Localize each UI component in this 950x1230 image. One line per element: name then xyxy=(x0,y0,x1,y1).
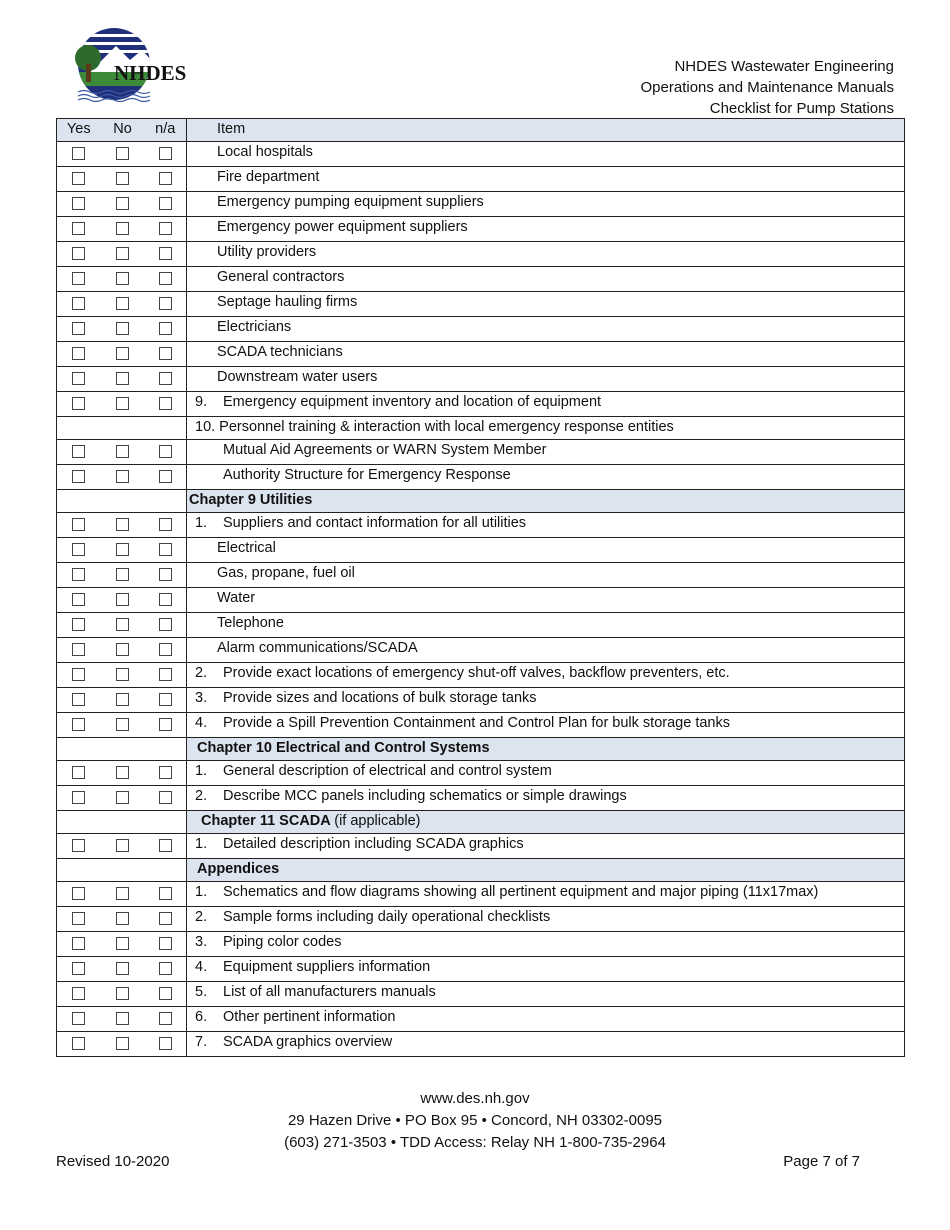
no-checkbox[interactable] xyxy=(116,618,129,631)
item-number: 3. xyxy=(195,690,208,706)
col-header-na: n/a xyxy=(145,119,187,142)
item-text: Provide sizes and locations of bulk storage tanks xyxy=(223,690,537,706)
no-checkbox[interactable] xyxy=(116,543,129,556)
item-cell xyxy=(187,513,905,538)
no-checkbox[interactable] xyxy=(116,222,129,235)
footer-phone: (603) 271-3503 • TDD Access: Relay NH 1-800-735-2964 xyxy=(284,1134,666,1151)
yes-checkbox[interactable] xyxy=(72,718,85,731)
no-checkbox[interactable] xyxy=(116,643,129,656)
no-checkbox[interactable] xyxy=(116,887,129,900)
item-number: 5. xyxy=(195,984,208,1000)
yes-checkbox[interactable] xyxy=(72,987,85,1000)
table-row xyxy=(57,317,905,342)
table-row xyxy=(57,440,905,465)
section-row xyxy=(57,738,905,761)
yes-checkbox[interactable] xyxy=(72,887,85,900)
item-number: 4. xyxy=(195,715,208,731)
item-text: Telephone xyxy=(187,613,905,638)
no-checkbox[interactable] xyxy=(116,912,129,925)
na-checkbox[interactable] xyxy=(159,372,172,385)
no-checkbox[interactable] xyxy=(116,445,129,458)
item-text: Electrical xyxy=(187,538,905,563)
na-checkbox[interactable] xyxy=(159,445,172,458)
na-checkbox[interactable] xyxy=(159,668,172,681)
item-text: Describe MCC panels including schematics or simple drawings xyxy=(223,788,627,804)
item-text: General contractors xyxy=(187,267,905,292)
na-checkbox[interactable] xyxy=(159,568,172,581)
table-row xyxy=(57,563,905,588)
na-checkbox[interactable] xyxy=(159,593,172,606)
yes-checkbox[interactable] xyxy=(72,222,85,235)
no-checkbox[interactable] xyxy=(116,1012,129,1025)
table-row xyxy=(57,465,905,490)
yes-checkbox[interactable] xyxy=(72,593,85,606)
yes-checkbox[interactable] xyxy=(72,445,85,458)
logo-text: NHDES xyxy=(114,61,187,85)
section-heading-chapter-11 xyxy=(187,811,905,834)
table-row xyxy=(57,217,905,242)
item-cell xyxy=(187,907,905,932)
table-row xyxy=(57,342,905,367)
section-row xyxy=(57,859,905,882)
yes-checkbox[interactable] xyxy=(72,470,85,483)
item-text: Utility providers xyxy=(187,242,905,267)
table-row xyxy=(57,588,905,613)
na-checkbox[interactable] xyxy=(159,791,172,804)
item-cell xyxy=(187,834,905,859)
col-header-item: Item xyxy=(187,119,905,142)
item-cell xyxy=(187,1032,905,1057)
no-checkbox[interactable] xyxy=(116,147,129,160)
item-cell xyxy=(187,982,905,1007)
no-checkbox[interactable] xyxy=(116,470,129,483)
table-row xyxy=(57,907,905,932)
item-cell xyxy=(187,786,905,811)
item-text: Suppliers and contact information for all utilities xyxy=(223,515,527,531)
item-text: 10. Personnel training & interaction with local emergency response entities xyxy=(187,417,905,440)
item-text: Piping color codes xyxy=(223,934,342,950)
item-text: Fire department xyxy=(187,167,905,192)
no-checkbox[interactable] xyxy=(116,839,129,852)
na-checkbox[interactable] xyxy=(159,1012,172,1025)
na-checkbox[interactable] xyxy=(159,247,172,260)
yes-checkbox[interactable] xyxy=(72,172,85,185)
table-row xyxy=(57,167,905,192)
yes-checkbox[interactable] xyxy=(72,272,85,285)
na-checkbox[interactable] xyxy=(159,147,172,160)
table-row xyxy=(57,932,905,957)
item-text: Equipment suppliers information xyxy=(223,959,431,975)
na-checkbox[interactable] xyxy=(159,987,172,1000)
item-cell xyxy=(187,663,905,688)
na-checkbox[interactable] xyxy=(159,693,172,706)
no-checkbox[interactable] xyxy=(116,987,129,1000)
table-row xyxy=(57,957,905,982)
table-row xyxy=(57,392,905,417)
item-text: Alarm communications/SCADA xyxy=(187,638,905,663)
table-row xyxy=(57,713,905,738)
table-row xyxy=(57,613,905,638)
page-number: Page 7 of 7 xyxy=(783,1153,860,1170)
no-checkbox[interactable] xyxy=(116,937,129,950)
item-text: Septage hauling firms xyxy=(187,292,905,317)
section-row xyxy=(57,811,905,834)
yes-checkbox[interactable] xyxy=(72,1012,85,1025)
chapter-11-note: (if applicable) xyxy=(334,813,421,829)
table-row xyxy=(57,292,905,317)
yes-checkbox[interactable] xyxy=(72,668,85,681)
item-number: 1. xyxy=(195,884,208,900)
na-checkbox[interactable] xyxy=(159,197,172,210)
table-row xyxy=(57,882,905,907)
yes-checkbox[interactable] xyxy=(72,1037,85,1050)
no-checkbox[interactable] xyxy=(116,372,129,385)
item-text: SCADA technicians xyxy=(187,342,905,367)
item-text: List of all manufacturers manuals xyxy=(223,984,436,1000)
na-checkbox[interactable] xyxy=(159,222,172,235)
table-row xyxy=(57,1032,905,1057)
revision-date: Revised 10-2020 xyxy=(56,1153,170,1170)
na-checkbox[interactable] xyxy=(159,937,172,950)
no-checkbox[interactable] xyxy=(116,766,129,779)
na-checkbox[interactable] xyxy=(159,962,172,975)
no-checkbox[interactable] xyxy=(116,791,129,804)
na-checkbox[interactable] xyxy=(159,718,172,731)
yes-checkbox[interactable] xyxy=(72,247,85,260)
no-checkbox[interactable] xyxy=(116,693,129,706)
na-checkbox[interactable] xyxy=(159,618,172,631)
na-checkbox[interactable] xyxy=(159,297,172,310)
na-checkbox[interactable] xyxy=(159,839,172,852)
item-text: Provide exact locations of emergency shut-off valves, backflow preventers, etc. xyxy=(223,665,730,681)
yes-checkbox[interactable] xyxy=(72,397,85,410)
item-cell xyxy=(187,882,905,907)
no-checkbox[interactable] xyxy=(116,397,129,410)
yes-checkbox[interactable] xyxy=(72,322,85,335)
na-checkbox[interactable] xyxy=(159,543,172,556)
yes-checkbox[interactable] xyxy=(72,643,85,656)
na-checkbox[interactable] xyxy=(159,912,172,925)
item-text: Local hospitals xyxy=(187,142,905,167)
no-checkbox[interactable] xyxy=(116,962,129,975)
nhdes-logo xyxy=(70,26,190,102)
item-number: 2. xyxy=(195,665,208,681)
no-checkbox[interactable] xyxy=(116,593,129,606)
table-row xyxy=(57,786,905,811)
table-header-row xyxy=(57,119,905,142)
item-text: Authority Structure for Emergency Response xyxy=(187,465,905,490)
na-checkbox[interactable] xyxy=(159,766,172,779)
section-heading-chapter-10: Chapter 10 Electrical and Control Systems xyxy=(187,738,905,761)
item-text: Other pertinent information xyxy=(223,1009,396,1025)
section-row xyxy=(57,490,905,513)
item-text: Emergency power equipment suppliers xyxy=(187,217,905,242)
yes-checkbox[interactable] xyxy=(72,147,85,160)
item-text: Electricians xyxy=(187,317,905,342)
yes-checkbox[interactable] xyxy=(72,618,85,631)
na-checkbox[interactable] xyxy=(159,397,172,410)
item-cell xyxy=(187,932,905,957)
document-header xyxy=(641,56,895,119)
na-checkbox[interactable] xyxy=(159,470,172,483)
item-cell xyxy=(187,761,905,786)
item-text: Schematics and flow diagrams showing all pertinent equipment and major piping (11x17max) xyxy=(223,884,819,900)
no-checkbox[interactable] xyxy=(116,197,129,210)
item-text: Detailed description including SCADA graphics xyxy=(223,836,524,852)
table-row xyxy=(57,367,905,392)
na-checkbox[interactable] xyxy=(159,172,172,185)
no-checkbox[interactable] xyxy=(116,297,129,310)
item-text: Downstream water users xyxy=(187,367,905,392)
no-checkbox[interactable] xyxy=(116,247,129,260)
header-line-2: Operations and Maintenance Manuals xyxy=(640,79,894,96)
item-number: 2. xyxy=(195,909,208,925)
yes-checkbox[interactable] xyxy=(72,372,85,385)
no-checkbox[interactable] xyxy=(116,322,129,335)
yes-checkbox[interactable] xyxy=(72,543,85,556)
section-heading-chapter-9: Chapter 9 Utilities xyxy=(187,490,905,513)
table-row xyxy=(57,417,905,440)
no-checkbox[interactable] xyxy=(116,272,129,285)
item-text: Provide a Spill Prevention Containment and Control Plan for bulk storage tanks xyxy=(223,715,730,731)
table-row xyxy=(57,538,905,563)
item-text: Sample forms including daily operational checklists xyxy=(223,909,551,925)
yes-checkbox[interactable] xyxy=(72,791,85,804)
footer-address: 29 Hazen Drive • PO Box 95 • Concord, NH 03302-0095 xyxy=(287,1112,663,1129)
no-checkbox[interactable] xyxy=(116,668,129,681)
table-row xyxy=(57,982,905,1007)
yes-checkbox[interactable] xyxy=(72,839,85,852)
table-row xyxy=(57,663,905,688)
yes-checkbox[interactable] xyxy=(72,297,85,310)
no-checkbox[interactable] xyxy=(116,568,129,581)
table-row xyxy=(57,638,905,663)
item-cell xyxy=(187,392,905,417)
item-number: 4. xyxy=(195,959,208,975)
no-checkbox[interactable] xyxy=(116,172,129,185)
col-header-yes: Yes xyxy=(57,119,101,142)
na-checkbox[interactable] xyxy=(159,518,172,531)
table-row xyxy=(57,688,905,713)
item-number: 7. xyxy=(195,1034,208,1050)
yes-checkbox[interactable] xyxy=(72,518,85,531)
yes-checkbox[interactable] xyxy=(72,568,85,581)
item-number: 9. xyxy=(195,394,208,410)
no-checkbox[interactable] xyxy=(116,347,129,360)
table-row xyxy=(57,192,905,217)
yes-checkbox[interactable] xyxy=(72,962,85,975)
yes-checkbox[interactable] xyxy=(72,347,85,360)
yes-checkbox[interactable] xyxy=(72,693,85,706)
item-cell xyxy=(187,713,905,738)
yes-checkbox[interactable] xyxy=(72,937,85,950)
item-text: Mutual Aid Agreements or WARN System Member xyxy=(187,440,905,465)
item-number: 1. xyxy=(195,763,208,779)
header-line-1: NHDES Wastewater Engineering xyxy=(674,58,894,75)
item-text: SCADA graphics overview xyxy=(223,1034,393,1050)
item-cell xyxy=(187,688,905,713)
item-number: 1. xyxy=(195,836,208,852)
table-row xyxy=(57,267,905,292)
footer-website: www.des.nh.gov xyxy=(420,1090,530,1107)
yes-checkbox[interactable] xyxy=(72,197,85,210)
na-checkbox[interactable] xyxy=(159,887,172,900)
table-row xyxy=(57,142,905,167)
na-checkbox[interactable] xyxy=(159,322,172,335)
col-header-no: No xyxy=(101,119,145,142)
checklist-table xyxy=(56,118,905,1057)
no-checkbox[interactable] xyxy=(116,1037,129,1050)
no-checkbox[interactable] xyxy=(116,518,129,531)
item-text: Gas, propane, fuel oil xyxy=(187,563,905,588)
item-number: 1. xyxy=(195,515,208,531)
table-row xyxy=(57,834,905,859)
na-checkbox[interactable] xyxy=(159,1037,172,1050)
yes-checkbox[interactable] xyxy=(72,766,85,779)
chapter-11-title: Chapter 11 SCADA xyxy=(201,813,331,829)
item-cell xyxy=(187,957,905,982)
no-checkbox[interactable] xyxy=(116,718,129,731)
footer xyxy=(0,1088,950,1154)
yes-checkbox[interactable] xyxy=(72,912,85,925)
na-checkbox[interactable] xyxy=(159,643,172,656)
table-row xyxy=(57,1007,905,1032)
item-text: General description of electrical and control system xyxy=(223,763,552,779)
na-checkbox[interactable] xyxy=(159,347,172,360)
header-line-3: Checklist for Pump Stations xyxy=(709,100,894,117)
item-text: Emergency pumping equipment suppliers xyxy=(187,192,905,217)
item-text: Water xyxy=(187,588,905,613)
item-cell xyxy=(187,1007,905,1032)
item-text: Emergency equipment inventory and location of equipment xyxy=(223,394,602,410)
table-row xyxy=(57,513,905,538)
item-number: 6. xyxy=(195,1009,208,1025)
na-checkbox[interactable] xyxy=(159,272,172,285)
item-number: 3. xyxy=(195,934,208,950)
section-heading-appendices: Appendices xyxy=(187,859,905,882)
table-row xyxy=(57,761,905,786)
table-row xyxy=(57,242,905,267)
item-number: 2. xyxy=(195,788,208,804)
